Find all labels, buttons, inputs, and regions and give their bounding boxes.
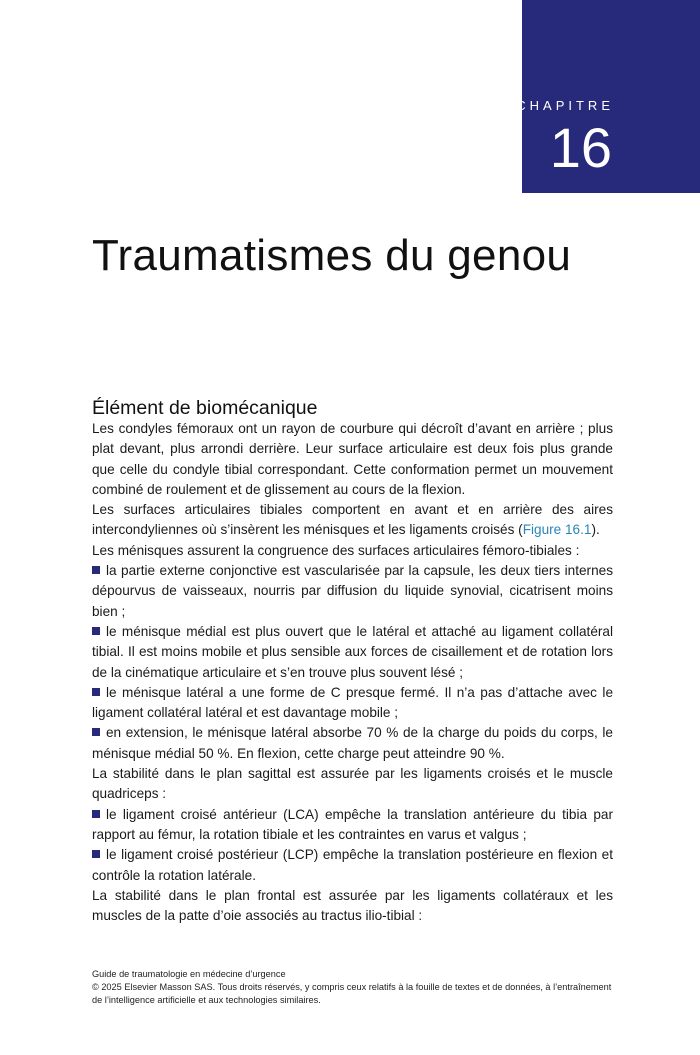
paragraph-condyles: Les condyles fémoraux ont un rayon de courbure qui décroît d’avant en arrière ; plus plat devant, plus arrondi derrière. Leur surface articulaire est deux fois plus grande que celle du condyle tibial correspondant. Cette conformation permet un mouvement combiné de roulement et de glissement au cours de la flexion. [92, 421, 613, 497]
bullet-item [92, 561, 613, 622]
paragraph-surfaces-text: Les surfaces articulaires tibiales comportent en avant et en arrière des aires intercondyliennes où s’insèrent les ménisques et les ligaments croisés ( [92, 502, 613, 538]
bullet-item [92, 683, 613, 724]
footer-book-title: Guide de traumatologie en médecine d’urgence [92, 969, 286, 979]
footer-copyright: © 2025 Elsevier Masson SAS. Tous droits réservés, y compris ceux relatifs à la fouille de textes et de données, à l’entraînement de l’intelligence artificielle et aux technologies similaires. [92, 982, 612, 1005]
paragraph-surfaces [92, 500, 613, 541]
bullet-item [92, 622, 613, 683]
square-bullet-icon [92, 728, 100, 736]
bullet-item [92, 845, 613, 886]
square-bullet-icon [92, 627, 100, 635]
bullet-text: le ménisque latéral a une forme de C presque fermé. Il n’a pas d’attache avec le ligament collatéral latéral et est davantage mobile ; [92, 684, 613, 721]
page-title: Traumatismes du genou [92, 231, 572, 280]
bullet-text: le ménisque médial est plus ouvert que le latéral et attaché au ligament collatéral tibial. Il est moins mobile et plus sensible aux forces de cisaillement et de rotation lors de la cinématique articulaire et s’en trouve plus souvent lésé ; [92, 623, 613, 680]
chapter-number: 16 [549, 116, 612, 179]
paragraph-frontal: La stabilité dans le plan frontal est assurée par les ligaments collatéraux et les muscles de la patte d’oie associés au tractus ilio-tibial : [92, 887, 613, 924]
bullet-text: le ligament croisé postérieur (LCP) empêche la translation postérieure en flexion et contrôle la rotation latérale. [92, 847, 613, 883]
chapter-banner [516, 0, 700, 193]
section-heading: Élément de biomécanique [92, 397, 318, 419]
bullet-item [92, 723, 613, 764]
page-footer [92, 968, 613, 1007]
bullet-text: le ligament croisé antérieur (LCA) empêche la translation antérieure du tibia par rapport au fémur, la rotation tibiale et les contraintes en varus et valgus ; [92, 806, 613, 842]
paragraph-sagittal: La stabilité dans le plan sagittal est assurée par les ligaments croisés et le muscle quadriceps : [92, 766, 613, 802]
square-bullet-icon [92, 566, 100, 574]
paragraph-menisques: Les ménisques assurent la congruence des surfaces articulaires fémoro-tibiales : [92, 542, 580, 558]
bullet-text: en extension, le ménisque latéral absorbe 70 % de la charge du poids du corps, le ménisque médial 50 %. En flexion, cette charge peut atteindre 90 %. [92, 725, 613, 761]
body-text [92, 419, 613, 926]
bullet-item [92, 805, 613, 846]
bullet-text: la partie externe conjonctive est vascularisée par la capsule, les deux tiers internes dépourvus de vaisseaux, nourris par diffusion du liquide synovial, cicatrisent moins bien ; [92, 563, 613, 619]
square-bullet-icon [92, 688, 100, 696]
figure-link[interactable]: Figure 16.1 [522, 522, 592, 538]
square-bullet-icon [92, 850, 100, 858]
paragraph-surfaces-end: ). [591, 522, 600, 538]
square-bullet-icon [92, 810, 100, 818]
chapter-label: CHAPITRE [516, 98, 614, 113]
